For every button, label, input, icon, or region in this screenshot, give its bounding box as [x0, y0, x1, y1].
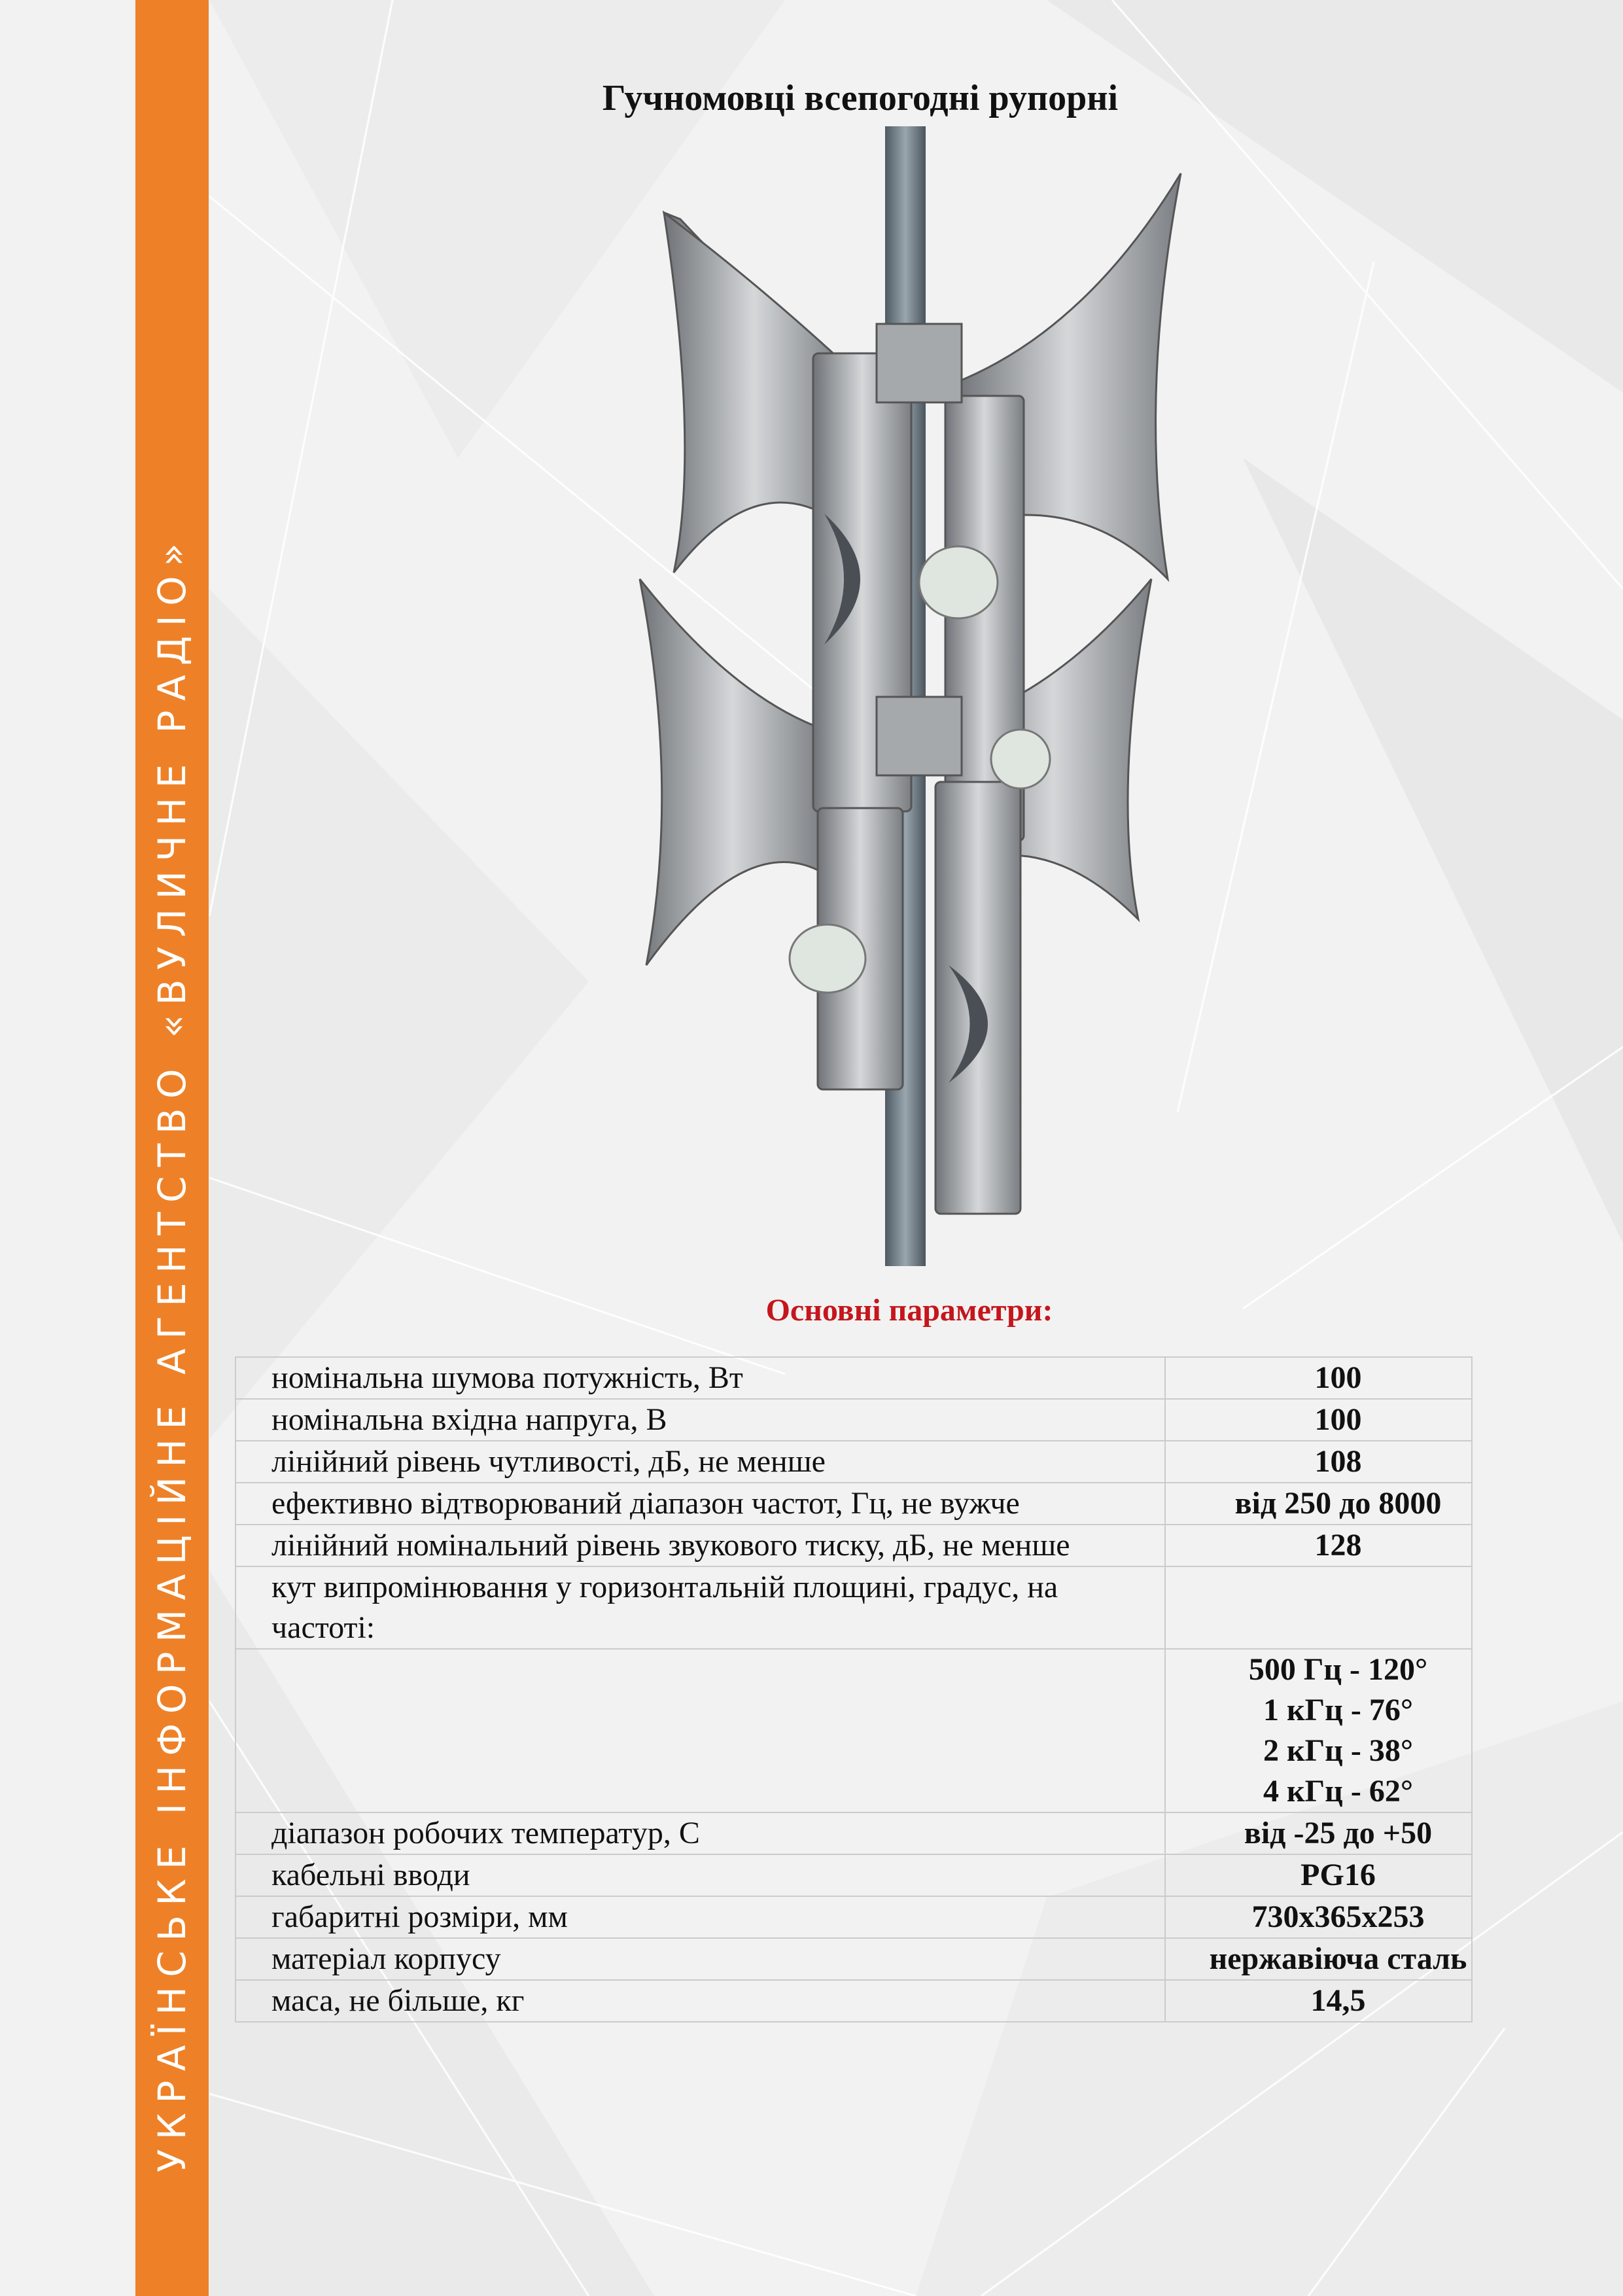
param-value: нержавіюча сталь [1165, 1938, 1472, 1980]
param-name: діапазон робочих температур, С [236, 1812, 1165, 1854]
table-row [236, 1566, 1472, 1649]
param-name: маса, не більше, кг [236, 1980, 1165, 2022]
page-title: Гучномовці всепогодні рупорні [602, 78, 1119, 118]
param-name: ефективно відтворюваний діапазон частот, Гц, не вужче [236, 1483, 1165, 1525]
param-value: 108 [1165, 1441, 1472, 1483]
param-name [236, 1649, 1165, 1812]
param-name: лінійний рівень чутливості, дБ, не менше [236, 1441, 1165, 1483]
table-row [236, 1812, 1472, 1854]
param-name: номінальна шумова потужність, Вт [236, 1357, 1165, 1399]
param-value: 730х365х253 [1165, 1896, 1472, 1938]
table-row [236, 1441, 1472, 1483]
param-name: габаритні розміри, мм [236, 1896, 1165, 1938]
param-value: PG16 [1165, 1854, 1472, 1896]
param-value: 14,5 [1165, 1980, 1472, 2022]
param-name: лінійний номінальний рівень звукового тиску, дБ, не менше [236, 1525, 1165, 1566]
angle-value: 2 кГц - 38° [1263, 1733, 1414, 1768]
table-row [236, 1525, 1472, 1566]
param-name: кут випромінювання у горизонтальній площині, градус, на частоті: [236, 1566, 1165, 1649]
table-row [236, 1399, 1472, 1441]
param-value: від -25 до +50 [1165, 1812, 1472, 1854]
param-name: матеріал корпусу [236, 1938, 1165, 1980]
table-row [236, 1938, 1472, 1980]
table-row [236, 1896, 1472, 1938]
param-name: номінальна вхідна напруга, В [236, 1399, 1165, 1441]
param-name: кабельні вводи [236, 1854, 1165, 1896]
param-value: 128 [1165, 1525, 1472, 1566]
table-row [236, 1649, 1472, 1812]
params-heading: Основні параметри: [765, 1293, 1053, 1328]
table-row [236, 1854, 1472, 1896]
param-value: 100 [1165, 1399, 1472, 1441]
table-row [236, 1483, 1472, 1525]
table-row [236, 1357, 1472, 1399]
param-value-list [1165, 1649, 1472, 1812]
param-value [1165, 1566, 1472, 1649]
param-value: 100 [1165, 1357, 1472, 1399]
params-table [235, 1356, 1473, 2022]
param-value: від 250 до 8000 [1165, 1483, 1472, 1525]
angle-value: 500 Гц - 120° [1248, 1652, 1428, 1687]
side-banner-text: УКРАЇНСЬКЕ ІНФОРМАЦІЙНЕ АГЕНТСТВО «ВУЛИЧНЕ РАДІО» [150, 533, 194, 2172]
table-row [236, 1980, 1472, 2022]
angle-value: 4 кГц - 62° [1263, 1774, 1414, 1809]
horn-loudspeaker-image [628, 121, 1204, 1266]
angle-value: 1 кГц - 76° [1263, 1693, 1414, 1727]
